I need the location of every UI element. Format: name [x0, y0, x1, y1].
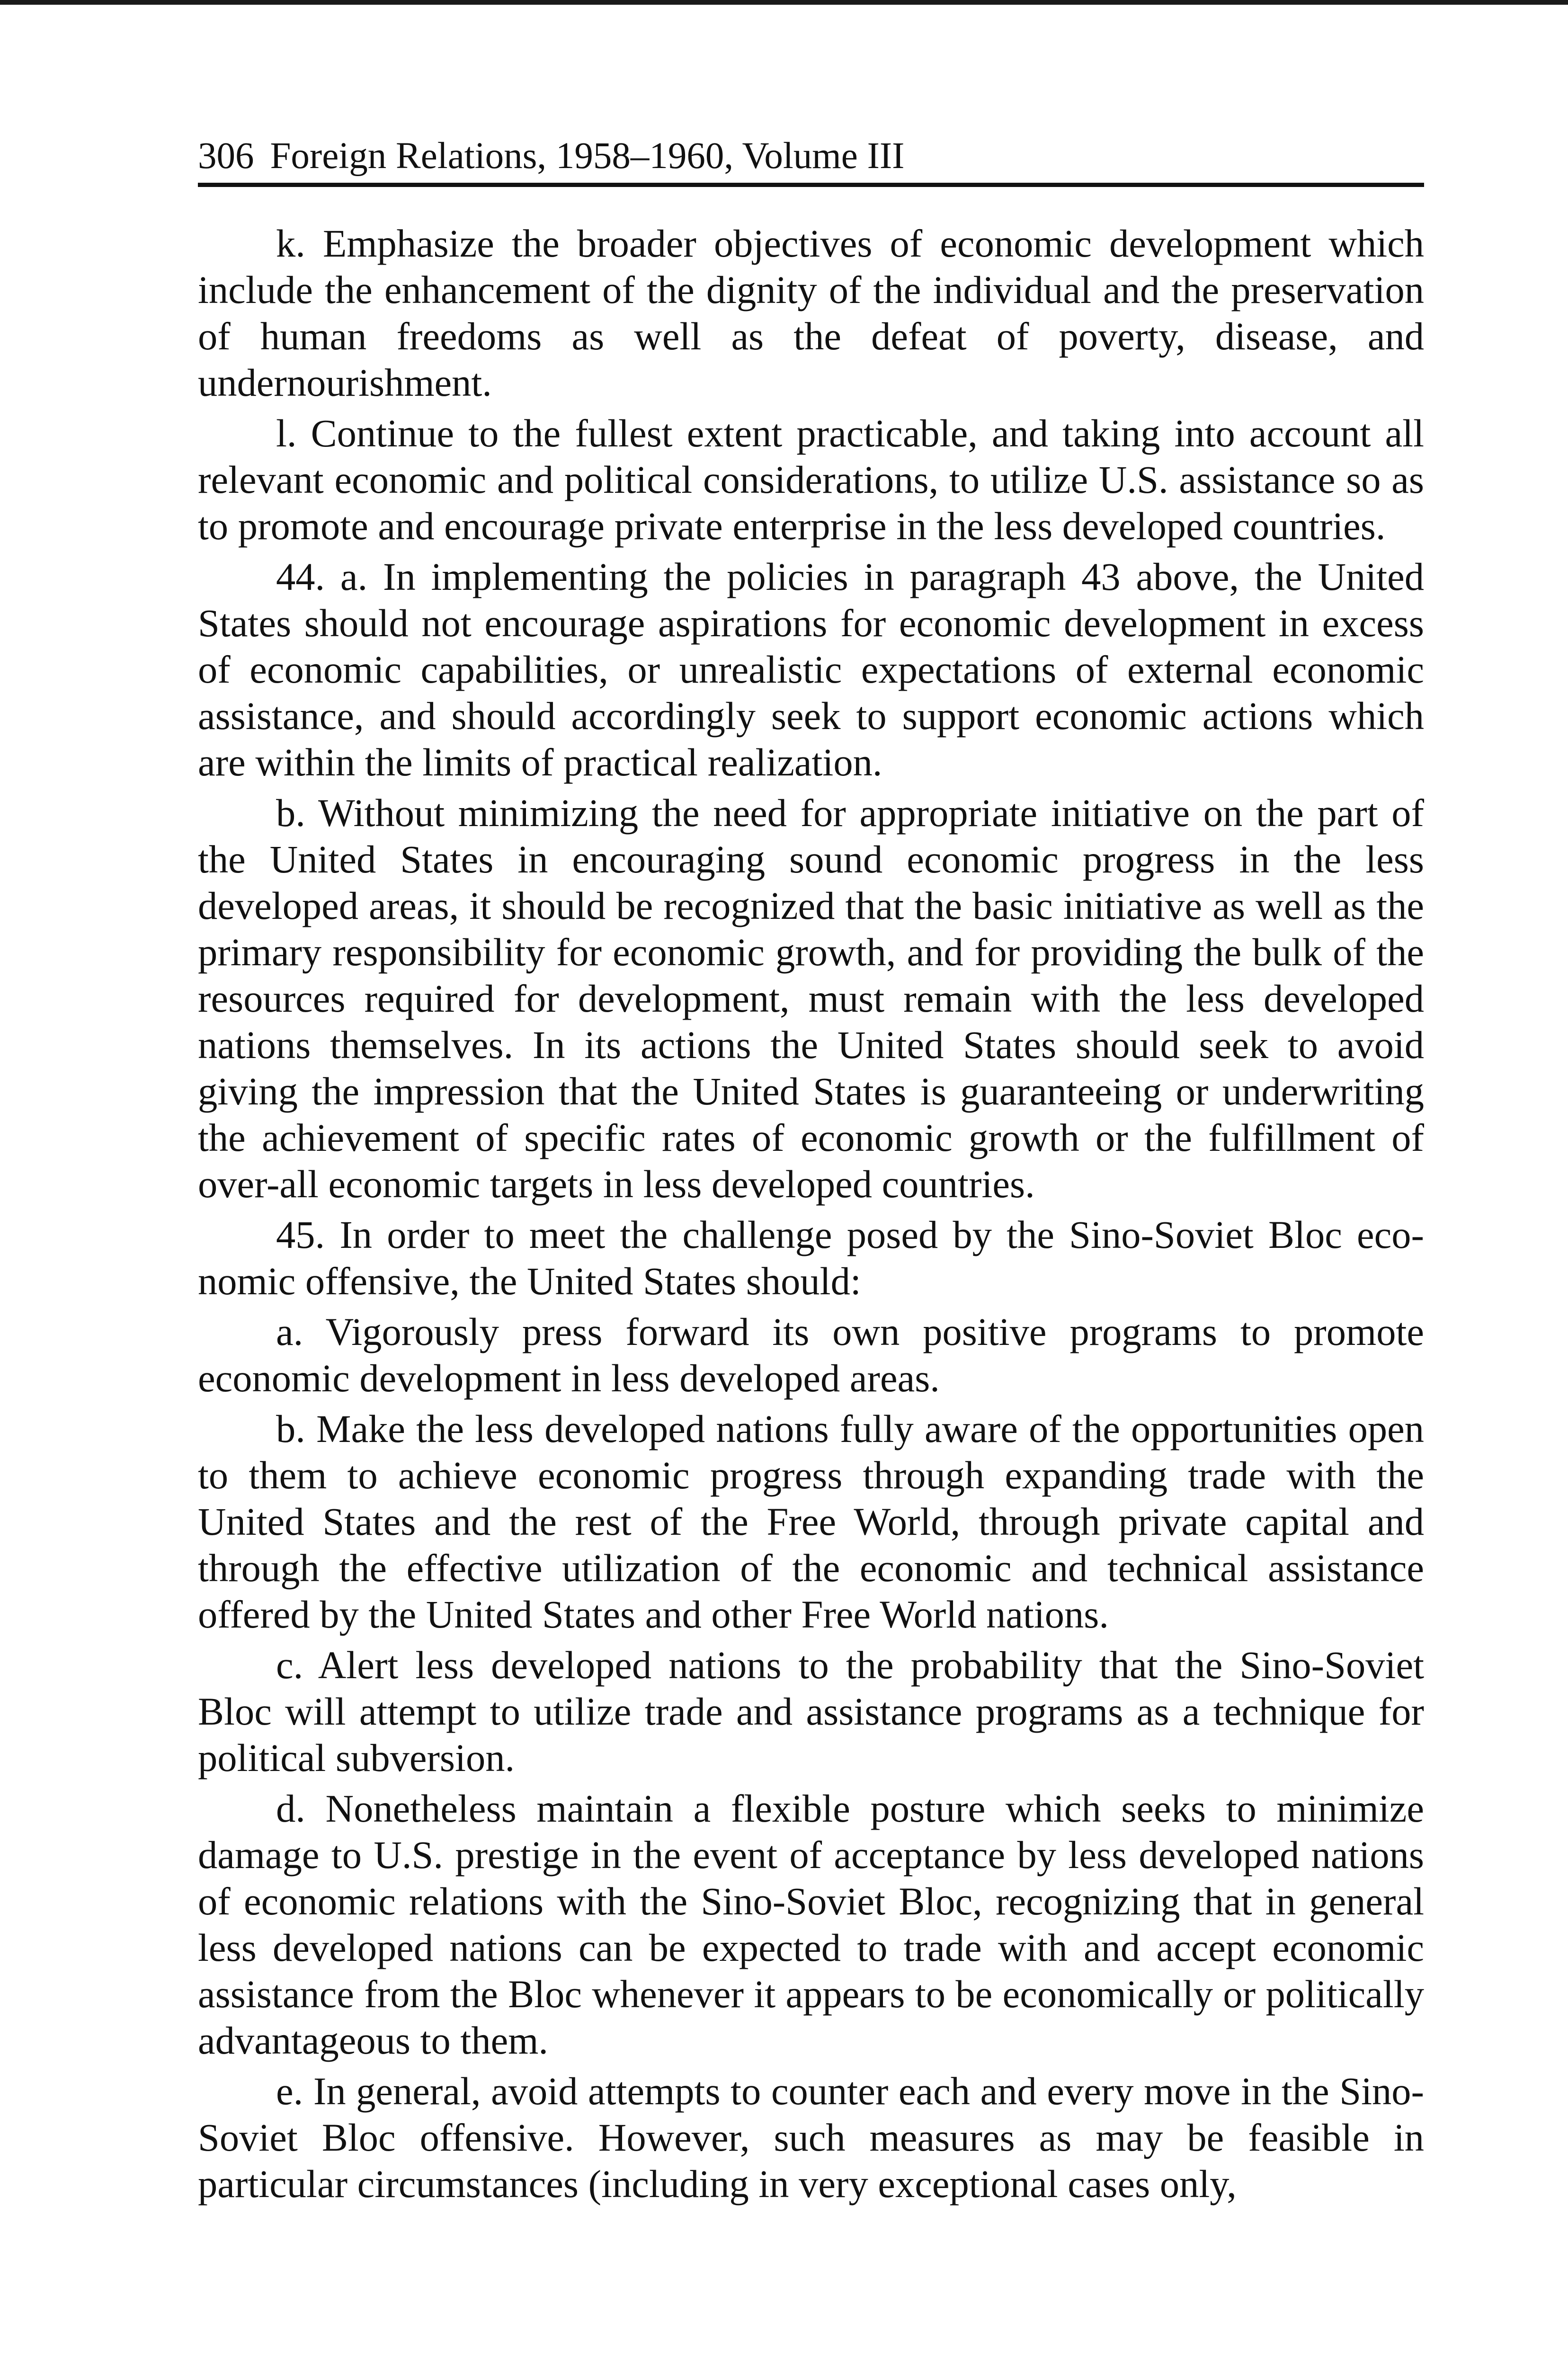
- paragraph-45: 45. In order to meet the challenge posed by the Sino-Soviet Bloc economic offensive, the United States should:: [198, 1213, 1424, 1303]
- paragraph-44a: 44. a. In implementing the policies in paragraph 43 above, the United States should not encourage aspirations for economic development in excess of economic capabilities, or unrealistic expectations of external economic assistance, and should accordingly seek to support economic actions which are within the limits of practical realization.: [198, 555, 1424, 784]
- running-title: Foreign Relations, 1958–1960, Volume III: [270, 135, 905, 177]
- paragraph-45c: c. Alert less developed nations to the probability that the Sino-Soviet Bloc will attempt to utilize trade and assistance programs as a technique for political subversion.: [198, 1643, 1424, 1780]
- body-text: [198, 220, 1424, 2207]
- paragraph-l: l. Continue to the fullest extent practicable, and taking into account all relevant economic and political considerations, to utilize U.S. assistance so as to promote and encourage private enterprise in the less developed countries.: [198, 411, 1424, 548]
- page-number: 306: [198, 135, 254, 177]
- scan-top-edge: [0, 0, 1568, 5]
- book-page: [198, 133, 1424, 2211]
- header-rule: [198, 183, 1424, 187]
- paragraph-45e: e. In general, avoid attempts to counter each and every move in the Sino-Soviet Bloc offensive. However, such measures as may be feasible in particular circumstances (including in very exceptional cases only,: [198, 2069, 1424, 2206]
- paragraph-45b: b. Make the less developed nations fully aware of the opportunities open to them to achieve economic progress through expanding trade with the United States and the rest of the Free World, through private capital and through the effective utilization of the economic and technical assistance offered by the United States and other Free World nations.: [198, 1407, 1424, 1636]
- running-header: [198, 133, 1424, 179]
- paragraph-k: k. Emphasize the broader objectives of economic development which include the enhancement of the dignity of the individual and the preservation of human freedoms as well as the defeat of poverty, disease, and undernourishment.: [198, 222, 1424, 404]
- paragraph-45d: d. Nonetheless maintain a flexible posture which seeks to minimize damage to U.S. prestige in the event of acceptance by less developed nations of economic relations with the Sino-Soviet Bloc, recognizing that in general less developed nations can be expected to trade with and accept economic assistance from the Bloc whenever it appears to be economically or politically advantageous to them.: [198, 1787, 1424, 2062]
- paragraph-45a: a. Vigorously press forward its own positive programs to promote economic development in less developed areas.: [198, 1310, 1424, 1400]
- paragraph-44b: b. Without minimizing the need for appropriate initiative on the part of the United States in encouraging sound economic progress in the less developed areas, it should be recognized that the basic initiative as well as the primary responsibility for economic growth, and for providing the bulk of the resources required for development, must remain with the less developed nations themselves. In its actions the United States should seek to avoid giving the impression that the United States is guaranteeing or underwriting the achievement of specific rates of economic growth or the fulfillment of over-all economic targets in less developed countries.: [198, 791, 1424, 1206]
